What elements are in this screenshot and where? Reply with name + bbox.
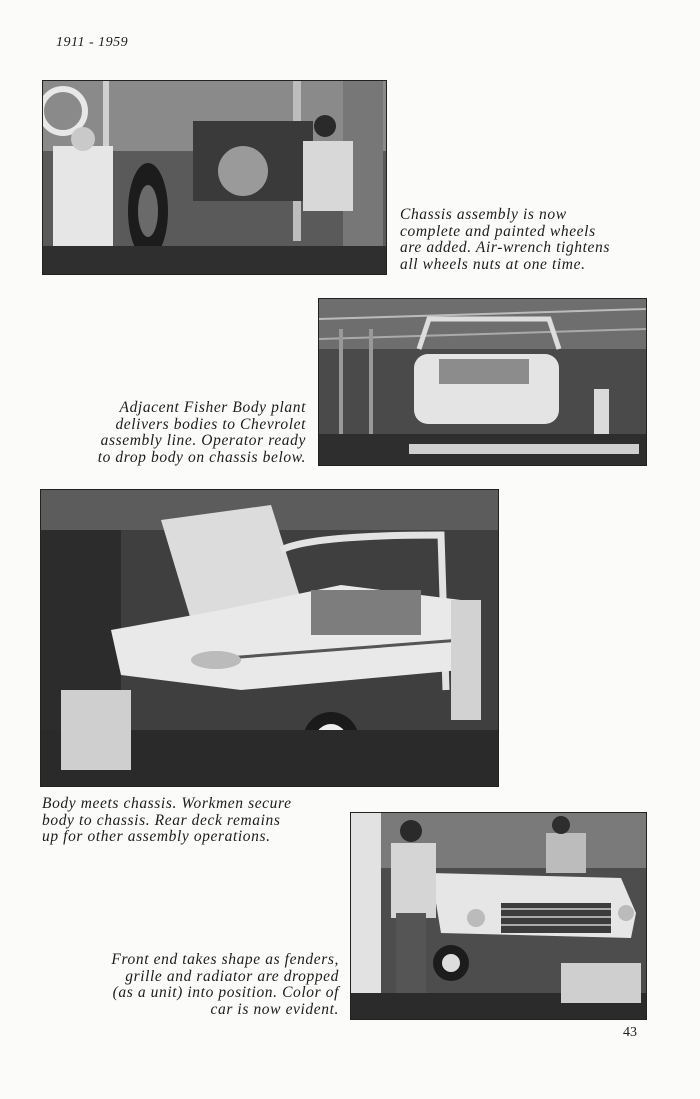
caption-line: assembly line. Operator ready [100, 432, 306, 449]
caption-line: Body meets chassis. Workmen secure [42, 795, 292, 812]
caption-line: delivers bodies to Chevrolet [115, 415, 306, 433]
caption-line: body to chassis. Rear deck remains [42, 811, 281, 829]
page-header-years: 1911 - 1959 [56, 35, 129, 50]
photo-front-end [350, 812, 647, 1020]
photo-body-meets-chassis [40, 489, 499, 787]
caption-line: Chassis assembly is now [400, 206, 567, 223]
caption-line: Front end takes shape as fenders, [111, 951, 339, 968]
caption-chassis-assembly [400, 207, 660, 273]
page-number: 43 [623, 1025, 637, 1040]
caption-line: complete and painted wheels [400, 222, 596, 240]
caption-line: grille and radiator are dropped [125, 967, 339, 985]
caption-line: all wheels nuts at one time. [400, 255, 586, 273]
photo-body-drop [318, 298, 647, 466]
caption-line: are added. Air-wrench tightens [400, 239, 610, 256]
caption-line: Adjacent Fisher Body plant [119, 399, 306, 416]
caption-fisher-body [40, 400, 306, 466]
caption-front-end [40, 952, 339, 1018]
caption-line: to drop body on chassis below. [97, 448, 306, 466]
caption-line: (as a unit) into position. Color of [112, 984, 339, 1001]
caption-body-meets-chassis [42, 796, 342, 846]
caption-line: up for other assembly operations. [42, 828, 271, 845]
caption-line: car is now evident. [210, 1000, 339, 1018]
photo-chassis-wheels [42, 80, 387, 275]
